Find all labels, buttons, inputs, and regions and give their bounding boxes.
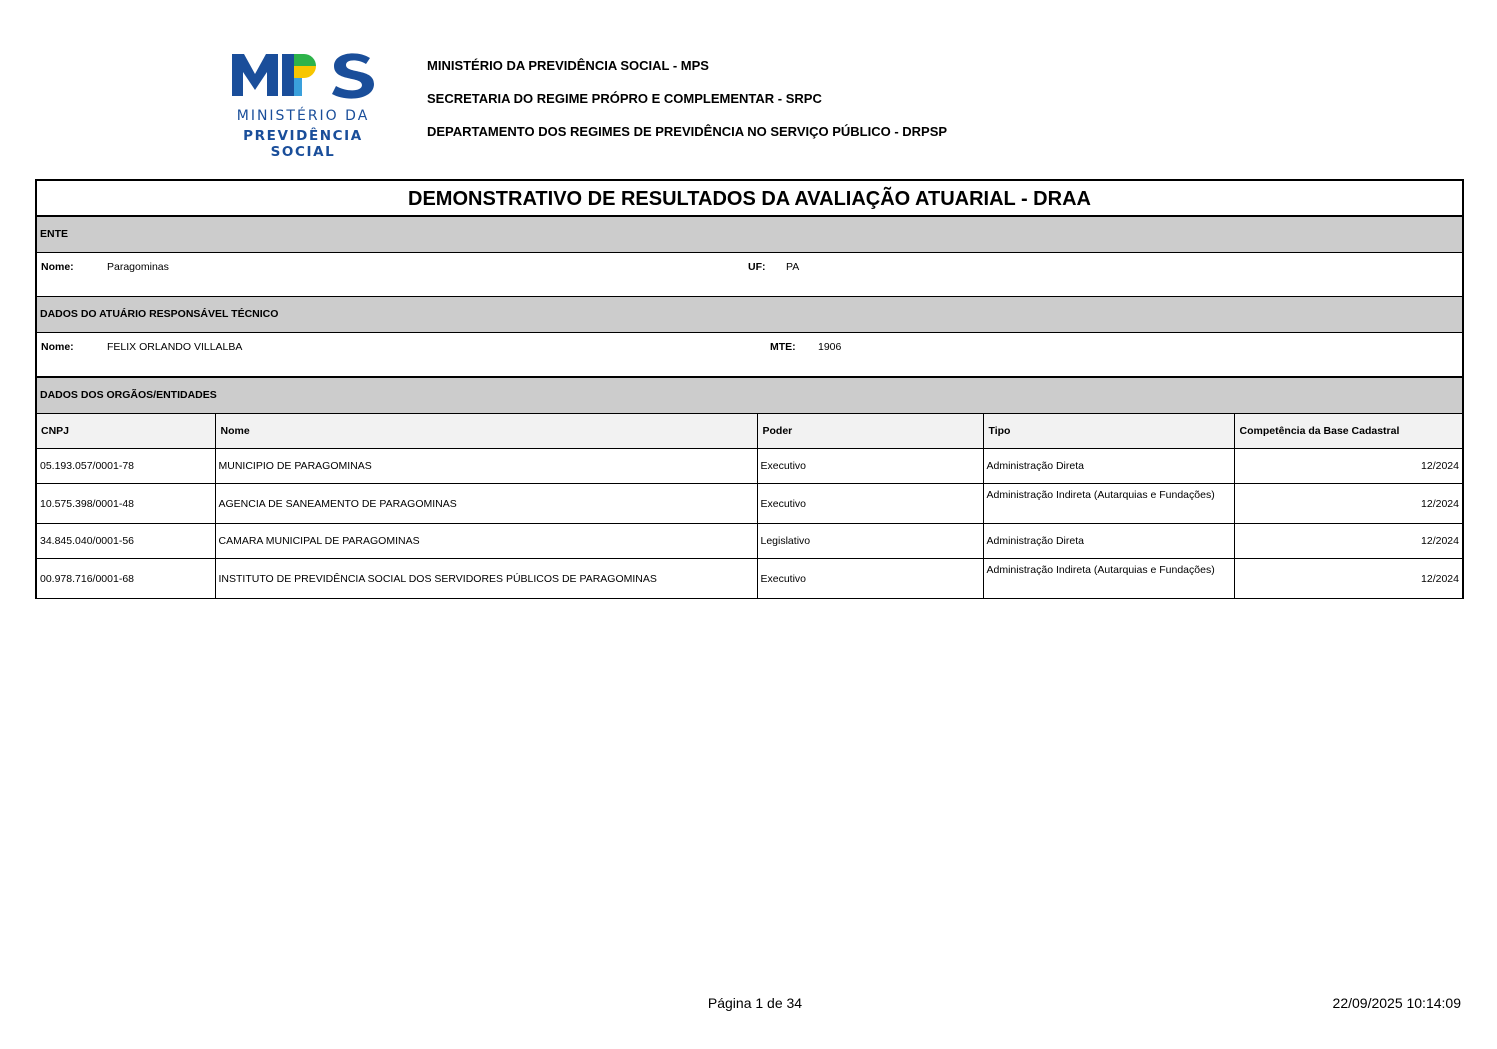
cell-competencia: 12/2024 [1234, 449, 1462, 484]
mps-logo [208, 48, 398, 160]
cell-cnpj: 05.193.057/0001-78 [37, 449, 215, 484]
section-ente: ENTE [37, 217, 1462, 253]
cell-competencia: 12/2024 [1234, 559, 1462, 599]
cell-cnpj: 00.978.716/0001-68 [37, 559, 215, 599]
cell-poder: Executivo [757, 484, 983, 524]
logo-line-1: MINISTÉRIO DA [236, 108, 370, 124]
table-header-row [37, 414, 1462, 449]
col-header-competencia: Competência da Base Cadastral [1234, 414, 1462, 449]
ente-uf-value: PA [786, 261, 800, 273]
atuario-nome-value: FELIX ORLANDO VILLALBA [107, 341, 243, 353]
ente-nome-value: Paragominas [107, 261, 169, 273]
header-department: DEPARTAMENTO DOS REGIMES DE PREVIDÊNCIA NO SERVIÇO PÚBLICO - DRPSP [427, 124, 948, 139]
col-header-nome: Nome [215, 414, 757, 449]
cell-nome: CAMARA MUNICIPAL DE PARAGOMINAS [215, 524, 757, 559]
logo-line-2: PREVIDÊNCIA SOCIAL [243, 128, 363, 160]
cell-nome: MUNICIPIO DE PARAGOMINAS [215, 449, 757, 484]
cell-competencia: 12/2024 [1234, 484, 1462, 524]
ente-info-row [37, 253, 1462, 297]
atuario-mte-value: 1906 [818, 341, 842, 353]
orgaos-table [37, 414, 1462, 599]
report-box [35, 179, 1464, 599]
cell-tipo: Administração Direta [983, 524, 1234, 559]
header-ministry: MINISTÉRIO DA PREVIDÊNCIA SOCIAL - MPS [427, 58, 709, 73]
section-atuario: DADOS DO ATUÁRIO RESPONSÁVEL TÉCNICO [37, 297, 1462, 333]
table-row [37, 559, 1462, 599]
cell-poder: Legislativo [757, 524, 983, 559]
report-title: DEMONSTRATIVO DE RESULTADOS DA AVALIAÇÃO ATUARIAL - DRAA [37, 181, 1462, 217]
col-header-cnpj: CNPJ [37, 414, 215, 449]
cell-cnpj: 34.845.040/0001-56 [37, 524, 215, 559]
header-secretary: SECRETARIA DO REGIME PRÓPRO E COMPLEMENTAR - SRPC [427, 91, 822, 106]
col-header-tipo: Tipo [983, 414, 1234, 449]
ente-nome-label: Nome: [41, 261, 74, 273]
table-row [37, 524, 1462, 559]
cell-nome: AGENCIA DE SANEAMENTO DE PARAGOMINAS [215, 484, 757, 524]
cell-poder: Executivo [757, 449, 983, 484]
cell-competencia: 12/2024 [1234, 524, 1462, 559]
ente-uf-label: UF: [748, 261, 766, 273]
atuario-info-row [37, 333, 1462, 378]
cell-tipo: Administração Direta [983, 449, 1234, 484]
cell-tipo: Administração Indireta (Autarquias e Fundações) [983, 484, 1234, 524]
generated-datetime: 22/09/2025 10:14:09 [1332, 995, 1461, 1011]
mps-logo-mark [208, 48, 398, 104]
section-orgaos: DADOS DOS ORGÃOS/ENTIDADES [37, 378, 1462, 414]
cell-cnpj: 10.575.398/0001-48 [37, 484, 215, 524]
cell-nome: INSTITUTO DE PREVIDÊNCIA SOCIAL DOS SERVIDORES PÚBLICOS DE PARAGOMINAS [215, 559, 757, 599]
table-row [37, 484, 1462, 524]
col-header-poder: Poder [757, 414, 983, 449]
atuario-nome-label: Nome: [41, 341, 74, 353]
atuario-mte-label: MTE: [770, 341, 796, 353]
page-number: Página 1 de 34 [707, 995, 803, 1011]
cell-poder: Executivo [757, 559, 983, 599]
table-row [37, 449, 1462, 484]
cell-tipo: Administração Indireta (Autarquias e Fundações) [983, 559, 1234, 599]
